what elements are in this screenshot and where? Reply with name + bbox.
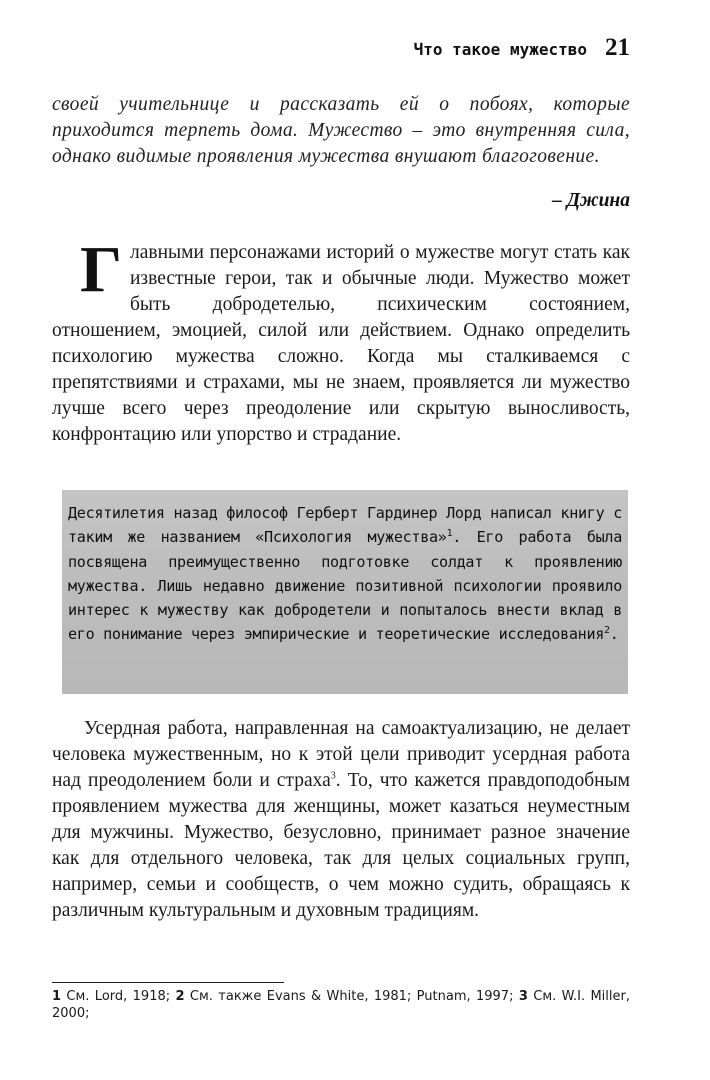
paragraph-1-text: лавными персонажами историй о мужестве могут стать как известные герои, так и обычные люди. Мужество может быть добродетелью, психическим состоянием, отношением, эмоцией, силой или действием. Однако определить психологию мужества сложно. Когда мы сталкиваемся с препятствиями и страхами, мы не знаем, проявляется ли мужество лучше всего через преодоление или скрытую выносливость, конфронтацию или упорство и страдание.	[52, 242, 630, 445]
epigraph-text: своей учительнице и рассказать ей о побоях, которые приходится терпеть дома. Мужество – это внутренняя сила, однако видимые проявления мужества внушают благоговение.	[52, 94, 630, 167]
body-paragraph-2	[52, 716, 630, 924]
epigraph-author: – Джина	[552, 190, 630, 211]
footnote-number: 3	[518, 989, 528, 1004]
body-paragraph-1	[52, 233, 630, 448]
paragraph-2-part-2: . То, что кажется правдоподобным проявлением мужества для женщины, может казаться неуместным для мужчины. Мужество, безусловно, принимает разное значение как для отдельного человека, так для целых социальных групп, например, семьи и сообществ, о чем можно судить, обращаясь к различным культуральным и духовным традициям.	[52, 770, 630, 921]
footnote-divider	[52, 982, 284, 983]
footnotes	[52, 988, 630, 1022]
paragraph-2-part-1: Усердная работа, направленная на самоактуализацию, не делает человека мужественным, но к этой цели приводит усердная работа над преодолением боли и страха	[52, 718, 630, 791]
epigraph	[52, 92, 630, 170]
callout-text-part-3: .	[609, 625, 619, 644]
callout-text	[68, 501, 622, 647]
running-header	[414, 34, 630, 62]
footnote-ref-3: 3	[330, 770, 336, 782]
callout-text-part-1: Десятилетия назад философ Герберт Гардинер Лорд написал книгу с таким же названием «Психология мужества»	[68, 504, 622, 547]
callout-box	[62, 490, 628, 694]
footnote-text: См. также Evans & White, 1981; Putnam, 1997;	[184, 989, 519, 1004]
page-number: 21	[605, 34, 630, 61]
paragraph-2-text	[52, 716, 630, 924]
drop-cap: Г	[80, 233, 122, 306]
footnote-text: См. Lord, 1918;	[61, 989, 176, 1004]
callout-text-part-2: . Его работа была посвящена преимущественно подготовке солдат к проявлению мужества. Лишь недавно движение позитивной психологии проявило интерес к мужеству как добродетели и попыталось внести вклад в его понимание через эмпирические и теоретические исследования	[68, 528, 622, 644]
footnote-number: 2	[175, 989, 185, 1004]
footnote-ref-2: 2	[604, 625, 610, 637]
footnote-text: См. W.I. Miller, 2000;	[52, 989, 630, 1021]
running-title: Что такое мужество	[413, 40, 587, 59]
footnote-ref-1: 1	[446, 528, 453, 540]
footnote-number: 1	[52, 989, 62, 1004]
